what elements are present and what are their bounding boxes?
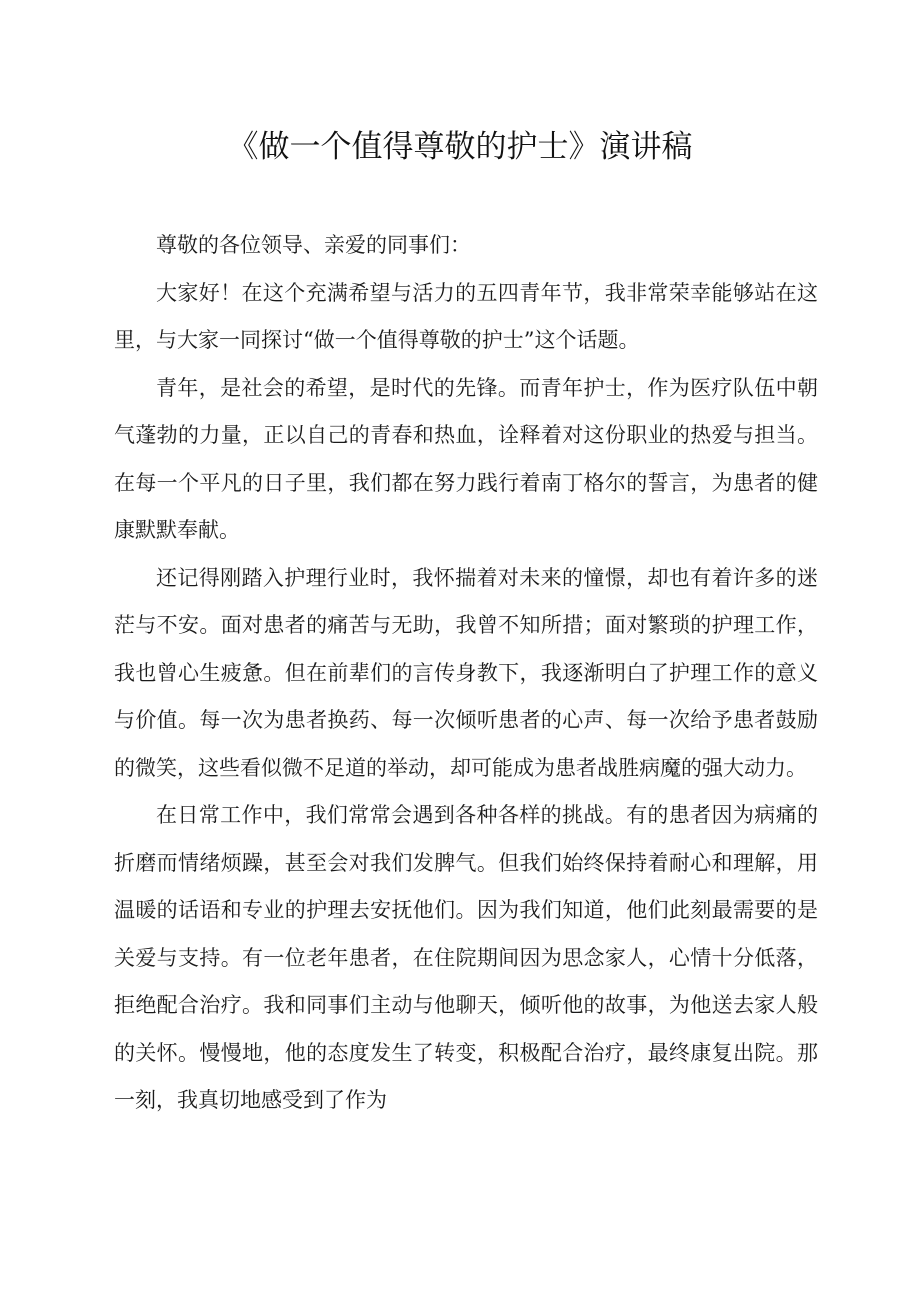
salutation-paragraph: 尊敬的各位领导、亲爱的同事们： (156, 233, 471, 257)
greeting-paragraph: 大家好！在这个充满希望与活力的五四青年节，我非常荣幸能够站在这里，与大家一同探讨“做一个值得尊敬的护士”这个话题。 (114, 280, 818, 352)
youth-paragraph: 青年，是社会的希望，是时代的先锋。而青年护士，作为医疗队伍中朝气蓬勃的力量，正以自己的青春和热血，诠释着对这份职业的热爱与担当。在每一个平凡的日子里，我们都在努力践行着南丁格尔的誓言，为患者的健康默默奉献。 (114, 375, 818, 542)
document-title: 《做一个值得尊敬的护士》演讲稿 (227, 129, 693, 165)
memory-paragraph: 还记得刚踏入护理行业时，我怀揣着对未来的憧憬，却也有着许多的迷茫与不安。面对患者的痛苦与无助，我曾不知所措；面对繁琐的护理工作，我也曾心生疲惫。但在前辈们的言传身教下，我逐渐明白了护理工作的意义与价值。每一次为患者换药、每一次倾听患者的心声、每一次给予患者鼓励的微笑，这些看似微不足道的举动，却可能成为患者战胜病魔的强大动力。 (114, 565, 818, 780)
daily-work-paragraph: 在日常工作中，我们常常会遇到各种各样的挑战。有的患者因为病痛的折磨而情绪烦躁，甚至会对我们发脾气。但我们始终保持着耐心和理解，用温暖的话语和专业的护理去安抚他们。因为我们知道，他们此刻最需要的是关爱与支持。有一位老年患者，在住院期间因为思念家人，心情十分低落，拒绝配合治疗。我和同事们主动与他聊天，倾听他的故事，为他送去家人般的关怀。慢慢地，他的态度发生了转变，积极配合治疗，最终康复出院。那一刻，我真切地感受到了作为 (114, 803, 818, 1112)
document-body (114, 222, 818, 1125)
